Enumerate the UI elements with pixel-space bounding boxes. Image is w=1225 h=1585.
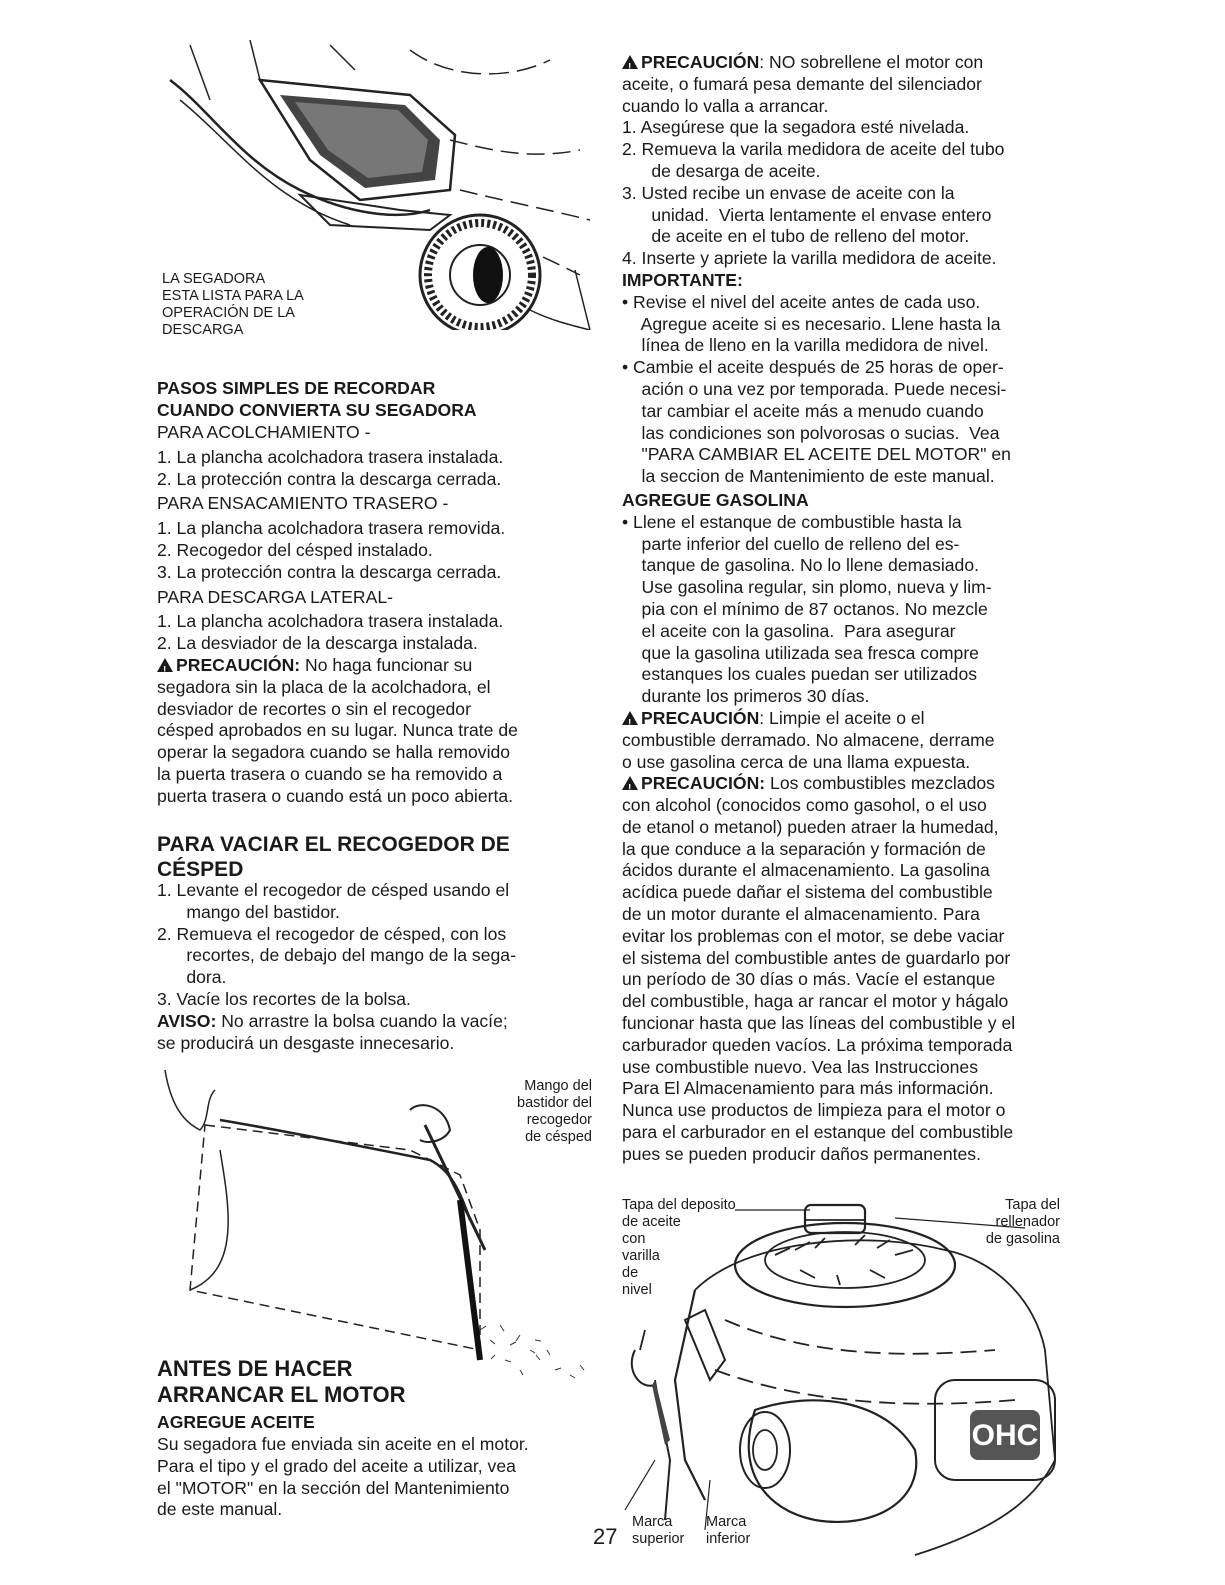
list-item: durante los primeros 30 días. (622, 686, 870, 707)
caution-text: combustible derramado. No almacene, derrame (622, 729, 995, 750)
list-item: 2. Remueva la varila medidora de aceite del tubo (622, 139, 1005, 160)
title-line: PARA VACIAR EL RECOGEDOR DE (157, 833, 510, 856)
list-item: Agregue aceite si es necesario. Llene hasta la (622, 313, 1001, 334)
caption-line: OPERACIÓN DE LA (162, 305, 295, 321)
list-item: parte inferior del cuello de relleno del es- (622, 533, 960, 554)
list-item: de aceite en el tubo de relleno del motor. (622, 226, 970, 247)
list-item: dora. (157, 967, 227, 988)
caution-text: la que conduce a la separación y formación de (622, 838, 986, 859)
caution-text: cuando lo valla a arrancar. (622, 95, 829, 116)
caption-line: Marca (706, 1514, 747, 1530)
caution-label: PRECAUCIÓN: (176, 654, 301, 675)
list-item: tar cambiar el aceite más a menudo cuando (622, 400, 984, 421)
list-item: la seccion de Mantenimiento de este manual. (622, 466, 995, 487)
caution-text: : Limpie el aceite o el (759, 707, 925, 728)
caption-line: Mango del (524, 1078, 592, 1094)
oil-caution-section (622, 52, 1015, 1166)
list-item: 1. La plancha acolchadora trasera removida. (157, 518, 506, 539)
caution-text: con alcohol (conocidos como gasohol, o el uso (622, 795, 987, 816)
aviso-text: No arrastre la bolsa cuando la vacíe; (216, 1010, 508, 1031)
text-line: de este manual. (157, 1499, 283, 1520)
list-item: • Revise el nivel del aceite antes de cada uso. (622, 291, 981, 312)
title-line: ARRANCAR EL MOTOR (157, 1382, 406, 1407)
add-oil-text (157, 1434, 529, 1521)
caption-line: Tapa del (1005, 1197, 1060, 1213)
caution-text: del combustible, haga ar rancar el motor y hágalo (622, 991, 1009, 1012)
caution-text: desviador de recortes o sin el recogedor (157, 698, 471, 719)
mark-bottom-caption (706, 1514, 750, 1548)
aviso-label: AVISO: (157, 1010, 217, 1031)
caution-text: use combustible nuevo. Vea las Instrucciones (622, 1056, 978, 1077)
caution-text: puerta trasera o cuando está un poco abierta. (157, 785, 514, 806)
add-oil-title: AGREGUE ACEITE (157, 1412, 315, 1432)
list-item: tanque de gasolina. No lo llene demasiado. (622, 555, 980, 576)
list-item: pia con el mínimo de 87 octanos. No mezcle (622, 598, 988, 619)
caption-line: superior (632, 1531, 685, 1547)
caption-line: rellenador (995, 1214, 1060, 1230)
start-engine-title (157, 1356, 406, 1408)
list-item: Use gasolina regular, sin plomo, nueva y lim- (622, 577, 992, 598)
caption-line: Marca (632, 1514, 673, 1530)
caption-line: ESTA LISTA PARA LA (162, 288, 304, 304)
caution-text: el sistema del combustible antes de guardarlo por (622, 947, 1011, 968)
list-item: las condiciones son polvorosas o sucias. Vea (622, 422, 1000, 443)
warning-icon (157, 658, 173, 672)
list-item: 2. La desviador de la descarga instalada. (157, 633, 478, 654)
caution-text: : NO sobrellene el motor con (759, 52, 984, 72)
important-label: IMPORTANTE: (622, 269, 743, 290)
caution-text: aceite, o fumará pesa demante del silenciador (622, 73, 982, 94)
list-item: 3. Usted recibe un envase de aceite con la (622, 182, 955, 203)
list-item: el aceite con la gasolina. Para asegurar (622, 620, 956, 641)
caption-line: de césped (525, 1129, 592, 1145)
list-item: línea de lleno en la varilla medidora de nivel. (622, 335, 989, 356)
add-gas-title: AGREGUE GASOLINA (622, 489, 809, 510)
caption-line: bastidor del (517, 1095, 592, 1111)
caution-text: carburador queden vacíos. La próxima temporada (622, 1034, 1013, 1055)
list-item: mango del bastidor. (157, 901, 340, 922)
aviso-text: se producirá un desgaste innecesario. (157, 1032, 455, 1053)
oil-cap-caption (622, 1197, 736, 1299)
caution-text: segadora sin la placa de la acolchadora, el (157, 676, 491, 697)
caption-line: inferior (706, 1531, 751, 1547)
list-item: 2. Remueva el recogedor de césped, con los (157, 923, 507, 944)
caution-text: operar la segadora cuando se halla removido (157, 742, 511, 763)
list-item: estanques los cuales puedan ser utilizados (622, 664, 978, 685)
caption-line: de aceite (622, 1214, 681, 1230)
list-item: 4. Inserte y apriete la varilla medidora de aceite. (622, 248, 997, 269)
caution-text: No haga funcionar su (300, 654, 473, 675)
caution-text: Los combustibles mezclados (765, 773, 995, 794)
caution-text: Para El Almacenamiento para más información. (622, 1078, 994, 1099)
engine-logo: OHC (971, 1419, 1039, 1452)
text-line: el "MOTOR" en la sección del Mantenimiento (157, 1477, 510, 1498)
list-item: • Llene el estanque de combustible hasta la (622, 511, 962, 532)
list-item: que la gasolina utilizada sea fresca compre (622, 642, 979, 663)
mulch-section (157, 422, 518, 808)
list-item: "PARA CAMBIAR EL ACEITE DEL MOTOR" en (622, 444, 1011, 465)
caution-text: para el carburador en el estanque del combustible (622, 1122, 1014, 1143)
caution-text: de etanol o metanol) pueden atraer la humedad, (622, 816, 999, 837)
caution-label: PRECAUCIÓN (641, 707, 760, 728)
warning-icon (622, 776, 638, 790)
title-line: PASOS SIMPLES DE RECORDAR (157, 378, 436, 398)
caption-line: varilla (622, 1248, 660, 1264)
list-item: de desarga de aceite. (622, 160, 821, 181)
text-line: Su segadora fue enviada sin aceite en el motor. (157, 1434, 529, 1454)
caution-text: evitar los problemas con el motor, se debe vaciar (622, 925, 1005, 946)
caption-line: con (622, 1231, 646, 1247)
list-item: recortes, de debajo del mango de la sega- (157, 945, 516, 966)
caution-label: PRECAUCIÓN: (641, 773, 766, 794)
caption-line: de gasolina (985, 1231, 1060, 1247)
list-item: 3. La protección contra la descarga cerrada. (157, 561, 502, 582)
caution-text: de un motor durante el almacenamiento. Para (622, 904, 980, 925)
caution-text: funcionar hasta que las líneas del combustible y el (622, 1013, 1016, 1034)
list-item: 1. La plancha acolchadora trasera instalada. (157, 446, 504, 467)
bag-title: PARA ENSACAMIENTO TRASERO - (157, 493, 449, 514)
caution-text: césped aprobados en su lugar. Nunca trate de (157, 720, 518, 741)
fig2-caption (480, 1078, 592, 1146)
caption-line: LA SEGADORA (162, 271, 266, 287)
list-item: 3. Vacíe los recortes de la bolsa. (157, 988, 411, 1009)
list-item: 1. La plancha acolchadora trasera instalada. (157, 611, 504, 632)
warning-icon (622, 711, 638, 725)
gas-cap-caption (958, 1197, 1060, 1248)
list-item: • Cambie el aceite después de 25 horas de oper- (622, 357, 1004, 378)
caution-text: o use gasolina cerca de una llama expuesta. (622, 751, 971, 772)
caution-text: ácidos durante el almacenamiento. La gasolina (622, 860, 990, 881)
title-line: CUANDO CONVIERTA SU SEGADORA (157, 399, 477, 420)
empty-bag-title (157, 832, 510, 882)
text-line: Para el tipo y el grado del aceite a utilizar, vea (157, 1455, 516, 1476)
caution-text: la puerta trasera o cuando se ha removido a (157, 763, 503, 784)
list-item: unidad. Vierta lentamente el envase entero (622, 204, 992, 225)
caption-line: de (622, 1265, 639, 1281)
empty-bag-steps (157, 880, 516, 1054)
caption-line: nivel (622, 1282, 652, 1298)
caution-label: PRECAUCIÓN (641, 52, 760, 72)
side-title: PARA DESCARGA LATERAL- (157, 586, 393, 607)
list-item: 2. Recogedor del césped instalado. (157, 539, 433, 560)
caption-line: recogedor (526, 1112, 592, 1128)
caution-text: pues se pueden producir daños permanentes. (622, 1143, 981, 1164)
fig1-caption (162, 271, 304, 339)
title-line: ANTES DE HACER (157, 1356, 353, 1381)
list-item: 1. Levante el recogedor de césped usando el (157, 880, 510, 900)
warning-icon (622, 55, 638, 69)
mulch-title: PARA ACOLCHAMIENTO - (157, 422, 371, 442)
list-item: 2. La protección contra la descarga cerrada. (157, 468, 502, 489)
caption-line: Tapa del deposito (622, 1197, 736, 1213)
mark-top-caption (632, 1514, 684, 1548)
caution-text: Nunca use productos de limpieza para el motor o (622, 1100, 1006, 1121)
steps-title (157, 378, 477, 422)
title-line: CÉSPED (157, 858, 244, 881)
list-item: ación o una vez por temporada. Puede necesi- (622, 378, 1007, 399)
caption-line: DESCARGA (162, 322, 244, 338)
caution-text: acídica puede dañar el sistema del combustible (622, 882, 993, 903)
caution-text: un período de 30 días o más. Vacíe el estanque (622, 969, 996, 990)
page-number: 27 (593, 1524, 618, 1549)
list-item: 1. Asegúrese que la segadora esté nivelada. (622, 117, 970, 138)
